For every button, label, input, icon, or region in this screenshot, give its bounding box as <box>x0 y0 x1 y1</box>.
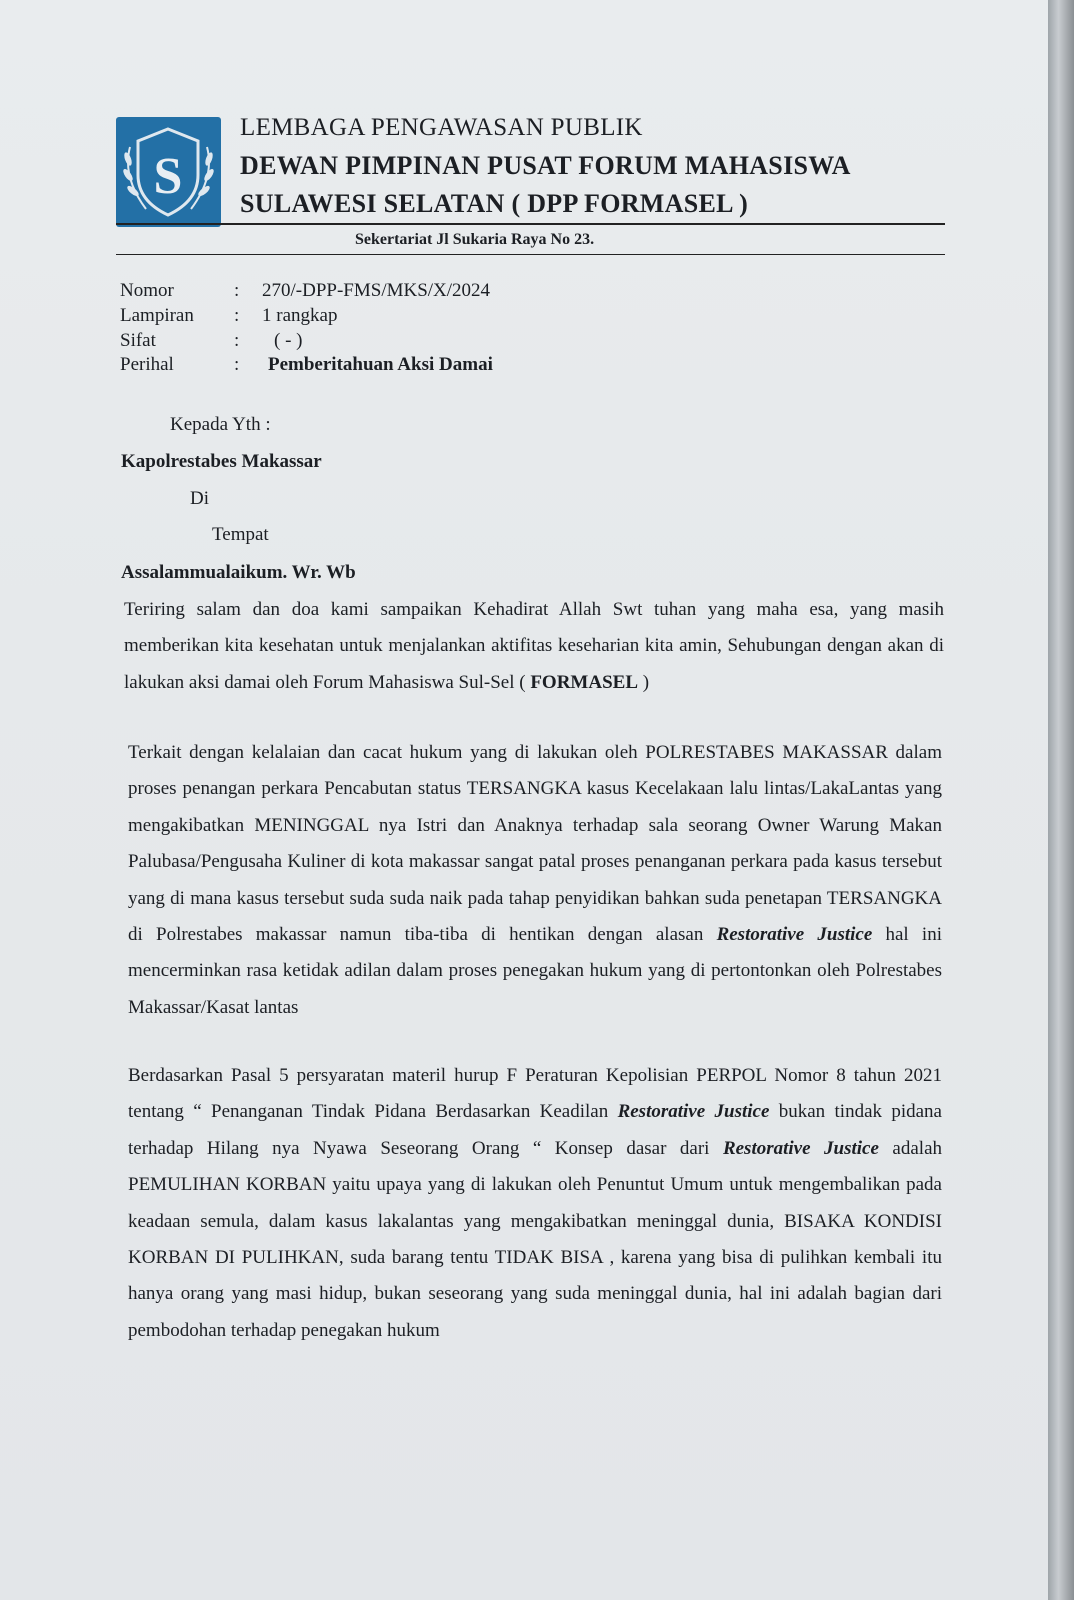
logo-letter: S <box>153 148 183 205</box>
letterhead-line-3: SULAWESI SELATAN ( DPP FORMASEL ) <box>240 189 749 218</box>
meta-perihal <box>120 354 493 378</box>
meta-value: 270/-DPP-FMS/MKS/X/2024 <box>262 280 491 301</box>
paragraph-text: hal ini mencerminkan rasa ketidak adilan dalam proses penegakan hukum yang di pertontonkan oleh Polrestabes Makassar/Kasat lantas <box>128 924 942 1018</box>
letterhead-divider-bottom <box>116 254 945 255</box>
paragraph-text: Terkait dengan kelalaian dan cacat hukum yang di lakukan oleh POLRESTABES MAKASSAR dalam proses penangan perkara Pencabutan status TERSANGKA kasus Kecelakaan lalu lintas/LakaLantas yang mengakibatkan MENINGGAL nya Istri dan Anaknya terhadap sala seorang Owner Warung Makan Palubasa/Pengusaha Kuliner di kota makassar sangat patal proses penanganan perkara pada kasus tersebut yang di mana kasus tersebut suda suda naik pada tahap penyidikan bahkan suda penetapan TERSANGKA di Polrestabes makassar namun tiba-tiba di hentikan dengan alasan <box>128 742 942 946</box>
meta-colon: : <box>234 305 240 326</box>
greeting: Assalammualaikum. Wr. Wb <box>121 562 356 583</box>
secretariat-address: Sekertariat Jl Sukaria Raya No 23. <box>355 231 595 248</box>
meta-colon: : <box>234 330 240 351</box>
paragraph-1 <box>124 592 944 701</box>
paragraph-text: bukan tindak pidana terhadap Hilang nya Nyawa Seseorang Orang “ Konsep dasar dari <box>128 1101 942 1159</box>
shield-wreath-icon <box>116 117 221 227</box>
meta-colon: : <box>234 354 240 375</box>
addressee-di: Di <box>190 488 209 509</box>
meta-value: ( - ) <box>274 330 303 351</box>
letterhead-line-1: LEMBAGA PENGAWASAN PUBLIK <box>240 114 643 141</box>
meta-nomor <box>120 280 490 304</box>
paragraph-emphasis: Restorative Justice <box>722 1137 879 1159</box>
meta-label: Perihal <box>120 354 174 375</box>
meta-value: 1 rangkap <box>262 305 338 326</box>
meta-label: Lampiran <box>120 305 194 326</box>
paragraph-emphasis: Restorative Justice <box>716 924 873 946</box>
addressee-recipient: Kapolrestabes Makassar <box>121 451 322 472</box>
organization-logo <box>116 117 221 227</box>
paragraph-emphasis: Restorative Justice <box>617 1101 770 1123</box>
letterhead-line-2: DEWAN PIMPINAN PUSAT FORUM MAHASISWA <box>240 151 851 180</box>
paragraph-text: adalah PEMULIHAN KORBAN yaitu upaya yang di lakukan oleh Penuntut Umum untuk mengembalikan pada keadaan semula, dalam kasus lakalantas yang mengakibatkan meninggal dunia, BISAKA KONDISI KORBAN DI PULIHKAN, suda barang tentu TIDAK BISA , karena yang bisa di pulihkan kembali itu hanya orang yang masi hidup, bukan seseorang yang suda meninggal dunia, hal ini adalah bagian dari pembodohan terhadap penegakan hukum <box>128 1137 943 1341</box>
meta-sifat <box>120 330 302 354</box>
paragraph-text: Teriring salam dan doa kami sampaikan Kehadirat Allah Swt tuhan yang maha esa, yang masih memberikan kita kesehatan untuk menjalankan aktifitas keseharian kita amin, Sehubungan dengan akan di lakukan aksi damai oleh Forum Mahasiswa Sul-Sel ( <box>124 599 944 693</box>
meta-lampiran <box>120 305 337 329</box>
addressee-kepada: Kepada Yth : <box>170 414 271 435</box>
paragraph-text: Berdasarkan Pasal 5 persyaratan materil hurup F Peraturan Kepolisian PERPOL Nomor 8 tahun 2021 tentang “ Penanganan Tindak Pidana Berdasarkan Keadilan <box>128 1065 942 1123</box>
desk-background <box>1048 0 1074 1600</box>
meta-colon: : <box>234 280 240 301</box>
meta-label: Sifat <box>120 330 156 351</box>
paragraph-2 <box>128 735 942 1026</box>
meta-value: Pemberitahuan Aksi Damai <box>268 354 493 375</box>
addressee-tempat: Tempat <box>212 524 269 545</box>
paragraph-text: ) <box>638 671 650 693</box>
letterhead-divider-top <box>116 223 945 225</box>
paragraph-bold-text: FORMASEL <box>530 671 639 693</box>
paragraph-3 <box>128 1058 942 1349</box>
meta-label: Nomor <box>120 280 174 301</box>
